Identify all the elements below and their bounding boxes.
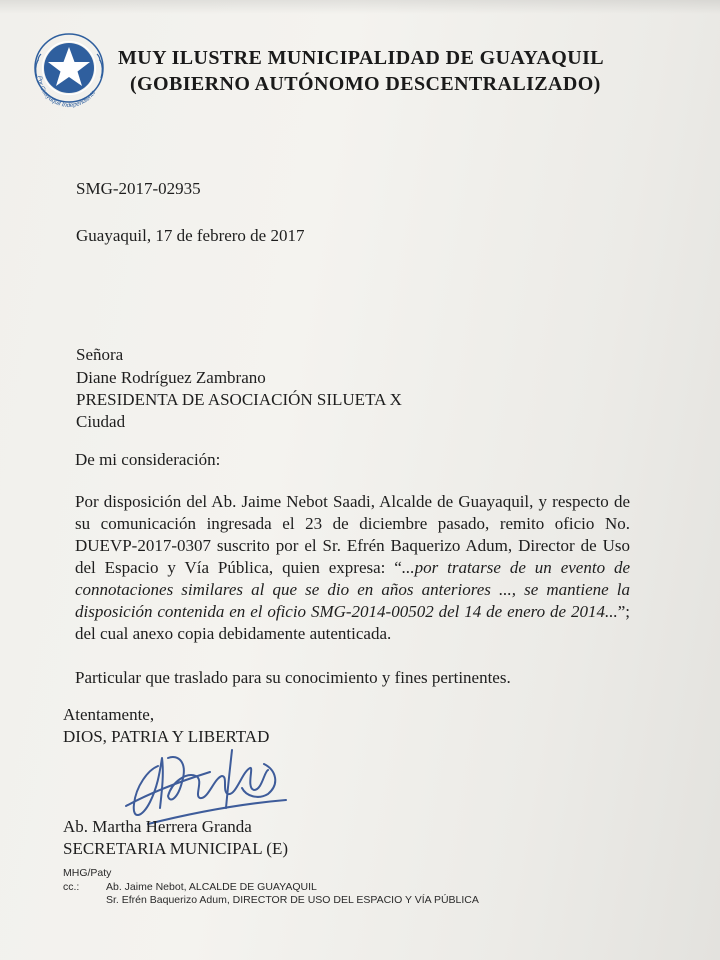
body-quote: ...por tratarse de un evento de connotaciones similares al que se dio en años anteriores ..., se mantiene la disposición contenida en el oficio SMG-2014-00502 del 14 de enero de 2014... <box>75 558 631 621</box>
cc-line-1: Ab. Jaime Nebot, ALCALDE DE GUAYAQUIL <box>106 881 317 893</box>
recipient-title: PRESIDENTA DE ASOCIACIÓN SILUETA X <box>76 390 402 409</box>
recipient-salutation: Señora <box>76 345 124 364</box>
signer-title: SECRETARIA MUNICIPAL (E) <box>63 839 289 858</box>
body-text-end: ”; del cual anexo copia debidamente autenticada. <box>75 602 630 643</box>
seal-text: Por Guayaquil Independiente <box>35 75 98 110</box>
body-text-start: Por disposición del Ab. Jaime Nebot Saadi, Alcalde de Guayaquil, y respecto de su comunicación ingresada el 23 de diciembre pasado, remito oficio No. DUEVP-2017-0307 suscrito por el Sr. Efrén Baquerizo Adum, Director de Uso del Espacio y Vía Pública, quien expresa: “ <box>75 492 630 577</box>
body-paragraph <box>75 491 630 645</box>
date-line: Guayaquil, 17 de febrero de 2017 <box>76 226 305 245</box>
recipient-city: Ciudad <box>76 412 126 431</box>
star-seal-icon <box>28 30 110 112</box>
reference-number: SMG-2017-02935 <box>76 179 201 198</box>
closing-paragraph: Particular que traslado para su conocimiento y fines pertinentes. <box>75 668 511 687</box>
greeting: De mi consideración: <box>75 450 221 469</box>
farewell: Atentamente, <box>63 705 155 724</box>
initials: MHG/Paty <box>63 867 112 879</box>
signer-name: Ab. Martha Herrera Granda <box>63 817 252 836</box>
cc-line-2: Sr. Efrén Baquerizo Adum, DIRECTOR DE USO DEL ESPACIO Y VÍA PÚBLICA <box>106 894 479 906</box>
header-title: MUY ILUSTRE MUNICIPALIDAD DE GUAYAQUIL <box>118 47 605 69</box>
page-shadow <box>0 0 720 14</box>
motto: DIOS, PATRIA Y LIBERTAD <box>63 727 270 746</box>
header-subtitle: (GOBIERNO AUTÓNOMO DESCENTRALIZADO) <box>130 73 601 95</box>
recipient-name: Diane Rodríguez Zambrano <box>76 368 266 387</box>
cc-label: cc.: <box>63 881 80 893</box>
